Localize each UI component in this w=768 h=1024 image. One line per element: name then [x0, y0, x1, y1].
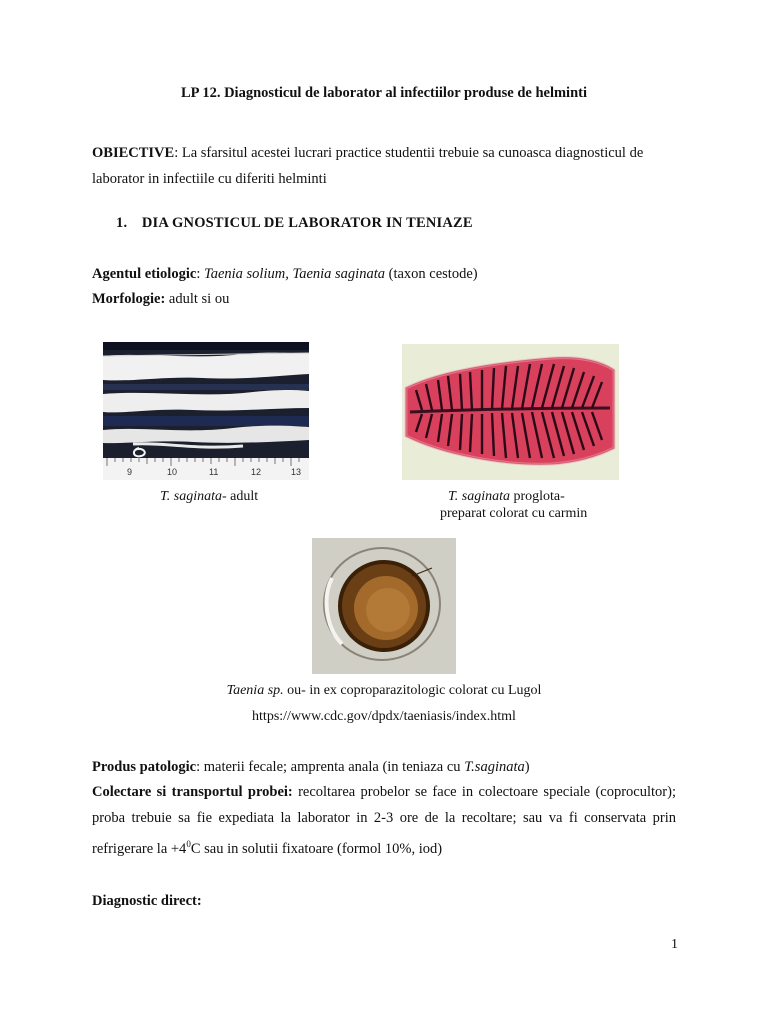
- direct-diagnostic-heading: Diagnostic direct:: [92, 893, 202, 909]
- morphology-label: Morfologie:: [92, 291, 166, 307]
- page-title: LP 12. Diagnosticul de laborator al infectiilor produse de helminti: [180, 85, 587, 101]
- proglottid-image: [402, 344, 619, 480]
- agent-sep: :: [196, 266, 204, 282]
- proglottid-caption-species: T. saginata: [448, 489, 510, 504]
- section-heading: [116, 215, 473, 232]
- collection-label: Colectare si transportul probei:: [92, 784, 293, 800]
- ruler-tick: 13: [291, 467, 302, 477]
- section-number: 1.: [116, 215, 128, 231]
- page-number: 1: [671, 937, 678, 952]
- ruler-tick: 12: [251, 467, 262, 477]
- adult-tapeworm-image: [103, 342, 309, 480]
- ruler-tick: 10: [167, 467, 178, 477]
- egg-caption: [0, 683, 768, 699]
- proglottid-caption-line2: preparat colorat cu carmin: [440, 506, 588, 521]
- specimen-end: ): [524, 759, 530, 775]
- objective-text: : La sfarsitul acestei lucrari practice studentii trebuie sa cunoasca diagnosticul de laborator in infectiile cu diferiti helminti: [92, 145, 644, 187]
- objective-paragraph: [92, 140, 682, 192]
- egg-source-url[interactable]: https://www.cdc.gov/dpdx/taeniasis/index.html: [252, 709, 516, 724]
- taenia-egg-image: [312, 538, 456, 674]
- adult-caption-species: T. saginata: [160, 489, 222, 504]
- proglottid-caption-text: proglota-: [509, 489, 565, 504]
- adult-caption-text: - adult: [221, 489, 259, 504]
- agent-label: Agentul etiologic: [92, 266, 197, 282]
- morphology-text: adult si ou: [165, 291, 230, 307]
- section-title: DIA GNOSTICUL DE LABORATOR IN TENIAZE: [141, 215, 473, 231]
- egg-caption-species: Taenia sp.: [226, 683, 284, 698]
- ruler-tick: 11: [209, 467, 219, 477]
- specimen-line: [92, 759, 530, 776]
- specimen-text: : materii fecale; amprenta anala (in teniaza cu: [196, 759, 465, 775]
- morphology-line: [92, 291, 229, 308]
- proglottid-caption-line1: [448, 489, 565, 505]
- collection-text-a: recoltarea probelor se face in colectoare speciale (coprocultor); proba trebuie sa fie expediata la laborator in 2-3 ore de la recoltare; sau va fi conservata prin refrigerare la +4: [92, 784, 676, 857]
- specimen-species: T.saginata: [464, 759, 525, 775]
- collection-paragraph: [92, 779, 676, 862]
- objective-label: OBIECTIVE: [92, 145, 175, 161]
- adult-caption: [160, 489, 258, 505]
- egg-caption-text: ou- in ex coproparazitologic colorat cu Lugol: [283, 683, 542, 698]
- agent-line: [92, 266, 478, 283]
- ruler-tick: 9: [127, 467, 133, 477]
- collection-superscript: 0: [186, 839, 191, 849]
- collection-text-b: C sau in solutii fixatoare (formol 10%, iod): [190, 840, 443, 857]
- specimen-label: Produs patologic: [92, 759, 197, 775]
- agent-rest: (taxon cestode): [385, 266, 478, 282]
- agent-species: Taenia solium, Taenia saginata: [203, 266, 385, 282]
